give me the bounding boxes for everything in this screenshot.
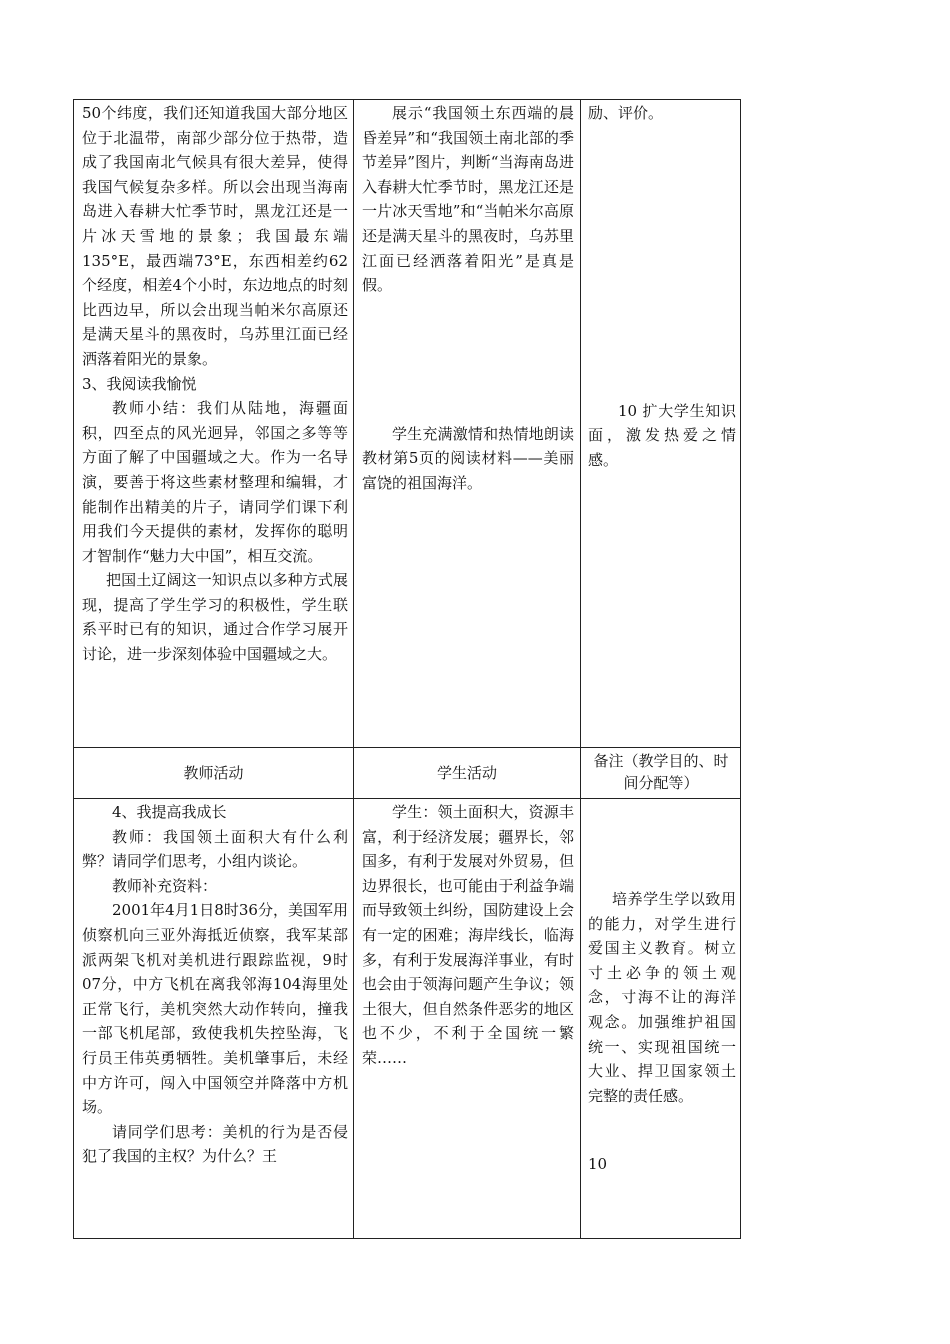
lesson-table	[73, 99, 741, 1239]
paragraph: 教师：我国领土面积大有什么利弊？请同学们思考，小组内谈论。	[82, 827, 348, 871]
row1-notes-cell	[588, 101, 736, 472]
row-divider	[74, 798, 740, 799]
header-student: 学生活动	[436, 764, 497, 782]
row1-teacher-cell	[82, 101, 348, 667]
paragraph: 励、评价。	[588, 104, 664, 122]
paragraph: 展示“我国领土东西端的晨昏差异”和“我国领土南北部的季节差异”图片，判断“当海南岛进入春耕大忙季节时，黑龙江还是一片冰天雪地”和“当帕米尔高原还是满天星斗的黑夜时，乌苏里江面已经洒落着阳光”是真是假。	[362, 104, 574, 295]
paragraph: 4、我提高我成长	[112, 803, 227, 821]
paragraph: 2001年4月1日8时36分，美国军用侦察机向三亚外海抵近侦察，我军某部派两架飞机对美机进行跟踪监视，9时07分，中方飞机在离我邻海104海里处正常飞行，美机突然大动作转向，撞我一部飞机尾部，致使我机失控坠海，飞行员王伟英勇牺牲。美机肇事后，未经中方许可，闯入中国领空并降落中方机场。	[82, 901, 348, 1117]
header-notes: 备注（教学目的、时间分配等）	[593, 752, 729, 792]
paragraph: 学生：领土面积大，资源丰富，利于经济发展；疆界长，邻国多，有利于发展对外贸易，但边界很长，也可能由于利益争端而导致领土纠纷，国防建设上会有一定的困难；海岸线长，临海多，有利于发展海洋事业，有时也会由于领海问题产生争议；领土很大，但自然条件恶劣的地区也不少，不利于全国统一繁荣……	[362, 803, 574, 1067]
paragraph: 请同学们思考：美机的行为是否侵犯了我国的主权？为什么？王	[82, 1122, 348, 1166]
header-teacher: 教师活动	[183, 764, 244, 782]
row1-student-cell	[362, 101, 574, 496]
paragraph: 10 扩大学生知识面，激发热爱之情感。	[588, 401, 736, 469]
row-divider	[74, 747, 740, 748]
row2-student-cell	[362, 800, 574, 1071]
paragraph: 教师小结：我们从陆地，海疆面积，四至点的风光迥异，邻国之多等等方面了解了中国疆域之大。作为一名导演，要善于将这些素材整理和编辑，才能制作出精美的片子，请同学们课下利用我们今天提供的素材，发挥你的聪明才智制作“魅力大中国”，相互交流。	[82, 399, 348, 565]
column-divider	[353, 100, 354, 1238]
paragraph: 10	[588, 1155, 608, 1174]
column-divider	[580, 100, 581, 1238]
paragraph: 教师补充资料：	[112, 876, 218, 895]
row2-notes-cell	[588, 887, 736, 1177]
paragraph: 把国土辽阔这一知识点以多种方式展现，提高了学生学习的积极性，学生联系平时已有的知识，通过合作学习展开讨论，进一步深刻体验中国疆域之大。	[82, 571, 348, 664]
paragraph: 培养学生学以致用的能力，对学生进行爱国主义教育。树立寸土必争的领土观念，寸海不让的海洋观念。加强维护祖国统一、实现祖国统一大业、捍卫国家领土完整的责任感。	[588, 890, 736, 1105]
row2-teacher-cell	[82, 800, 348, 1169]
paragraph: 50个纬度，我们还知道我国大部分地区位于北温带，南部少部分位于热带，造成了我国南北气候具有很大差异，使得我国气候复杂多样。所以会出现当海南岛进入春耕大忙季节时，黑龙江还是一片冰天雪地的景象；我国最东端135°E，最西端73°E，东西相差约62个经度，相差4个小时，东边地点的时刻比西边早，所以会出现当帕米尔高原还是满天星斗的黑夜时，乌苏里江面已经洒落着阳光的景象。	[82, 104, 348, 368]
paragraph: 学生充满激情和热情地朗读教材第5页的阅读材料——美丽富饶的祖国海洋。	[362, 424, 574, 492]
paragraph: 3、我阅读我愉悦	[82, 374, 197, 393]
